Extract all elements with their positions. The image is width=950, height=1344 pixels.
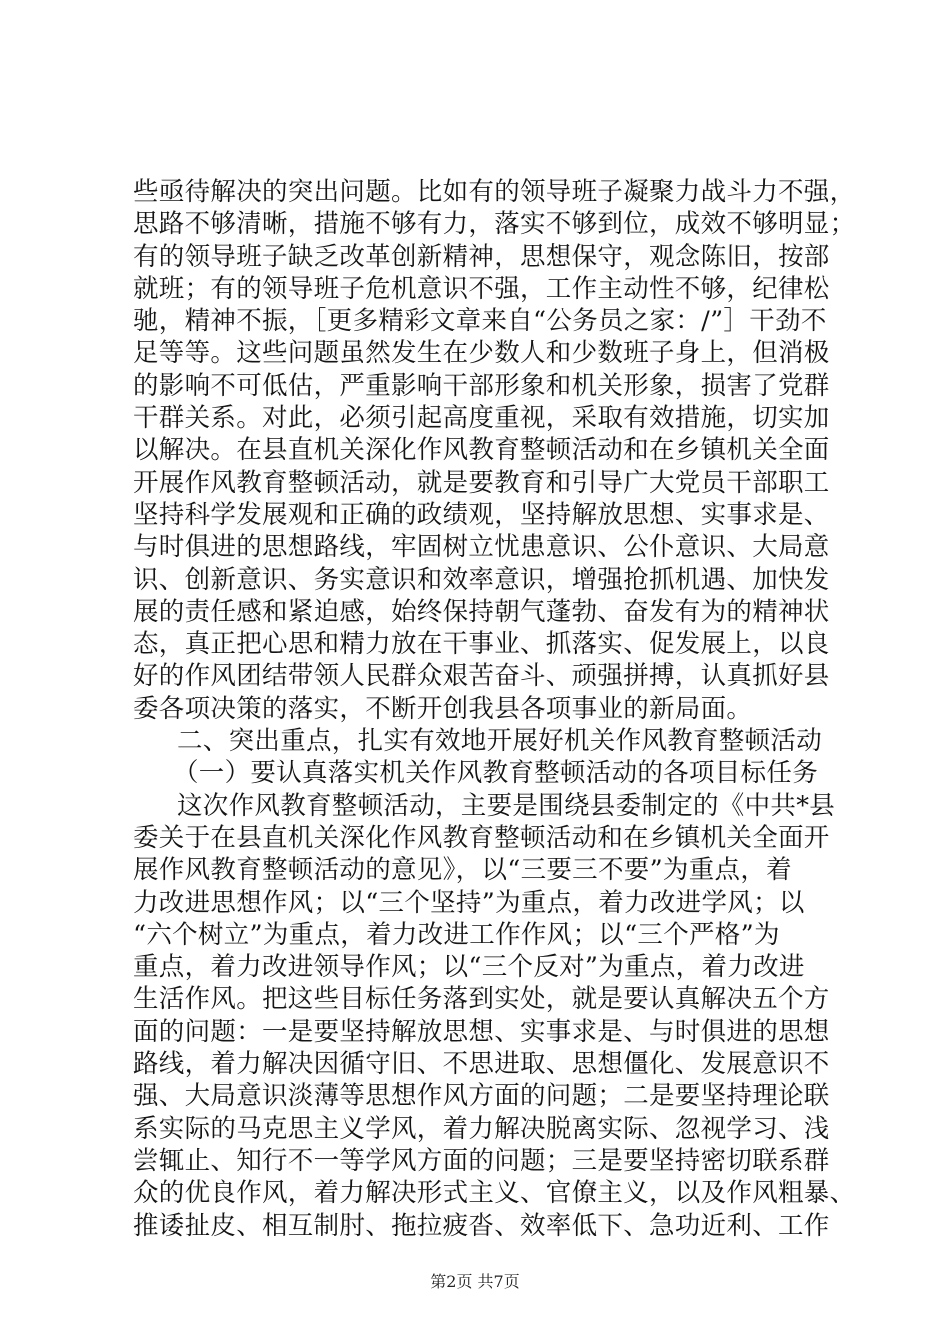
body-text — [133, 176, 856, 1242]
text-line: 面的问题：一是要坚持解放思想、实事求是、与时俱进的思想 — [133, 1016, 830, 1047]
text-line: 干群关系。对此，必须引起高度重视，采取有效措施，切实加 — [133, 403, 830, 434]
text-line: 生活作风。把这些目标任务落到实处，就是要认真解决五个方 — [133, 984, 830, 1015]
text-line: 的影响不可低估，严重影响干部形象和机关形象，损害了党群 — [133, 370, 830, 401]
text-line: 与时俱进的思想路线，牢固树立忧患意识、公仆意识、大局意 — [133, 532, 830, 563]
text-line: “六个树立”为重点，着力改进工作作风；以“三个严格”为 — [133, 919, 780, 950]
text-line: 思路不够清晰，措施不够有力，落实不够到位，成效不够明显； — [133, 209, 856, 240]
text-line: 力改进思想作风；以“三个坚持”为重点，着力改进学风；以 — [133, 887, 805, 918]
text-line: 就班；有的领导班子危机意识不强，工作主动性不够，纪律松 — [133, 273, 830, 304]
text-line: 展的责任感和紧迫感，始终保持朝气蓬勃、奋发有为的精神状 — [133, 596, 830, 627]
paragraph-start-line: 这次作风教育整顿活动，主要是围绕县委制定的《中共*县 — [177, 790, 836, 821]
text-line: 以解决。在县直机关深化作风教育整顿活动和在乡镇机关全面 — [133, 435, 830, 466]
text-line: 众的优良作风，着力解决形式主义、官僚主义，以及作风粗暴、 — [133, 1178, 856, 1209]
text-line: 委各项决策的落实，不断开创我县各项事业的新局面。 — [133, 693, 753, 724]
text-line: 重点，着力改进领导作风；以“三个反对”为重点，着力改进 — [133, 952, 805, 983]
text-line: 识、创新意识、务实意识和效率意识，增强抢抓机遇、加快发 — [133, 564, 830, 595]
text-line: 态，真正把心思和精力放在干事业、抓落实、促发展上，以良 — [133, 629, 830, 660]
text-line: 尝辄止、知行不一等学风方面的问题；三是要坚持密切联系群 — [133, 1145, 830, 1176]
subsection-heading: （一）要认真落实机关作风教育整顿活动的各项目标任务 — [173, 758, 819, 789]
text-line: 好的作风团结带领人民群众艰苦奋斗、顽强拼搏，认真抓好县 — [133, 661, 830, 692]
text-line: 驰，精神不振，［更多精彩文章来自“公务员之家：/”］干劲不 — [133, 306, 827, 337]
text-line: 些亟待解决的突出问题。比如有的领导班子凝聚力战斗力不强， — [133, 177, 856, 207]
text-line: 展作风教育整顿活动的意见》，以“三要三不要”为重点，着 — [133, 855, 792, 886]
text-line: 推诿扯皮、相互制肘、拖拉疲沓、效率低下、急功近利、工作 — [133, 1210, 830, 1241]
text-line: 坚持科学发展观和正确的政绩观，坚持解放思想、实事求是、 — [133, 499, 830, 530]
text-line: 有的领导班子缺乏改革创新精神，思想保守，观念陈旧，按部 — [133, 241, 830, 272]
text-line: 路线，着力解决因循守旧、不思进取、思想僵化、发展意识不 — [133, 1049, 830, 1080]
page-number-footer: 第2页 共7页 — [430, 1272, 520, 1291]
text-line: 系实际的马克思主义学风，着力解决脱离实际、忽视学习、浅 — [133, 1113, 830, 1144]
section-heading: 二、突出重点，扎实有效地开展好机关作风教育整顿活动 — [177, 726, 823, 757]
text-line: 委关于在县直机关深化作风教育整顿活动和在乡镇机关全面开 — [133, 822, 830, 853]
text-line: 开展作风教育整顿活动，就是要教育和引导广大党员干部职工 — [133, 467, 830, 498]
text-line: 强、大局意识淡薄等思想作风方面的问题；二是要坚持理论联 — [133, 1081, 830, 1112]
text-line: 足等等。这些问题虽然发生在少数人和少数班子身上，但消极 — [133, 338, 830, 369]
